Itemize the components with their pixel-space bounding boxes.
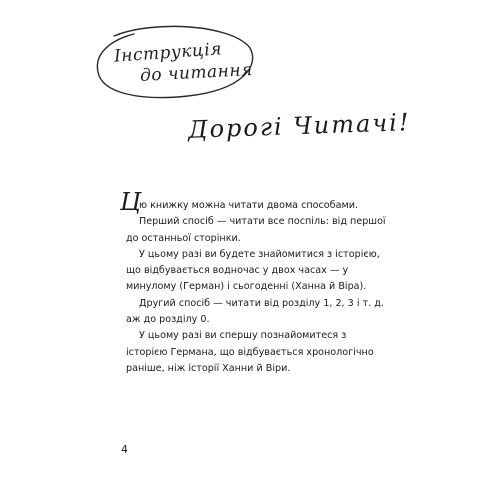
page-number: 4 <box>121 443 128 456</box>
paragraph-5: У цьому разі ви спершу познайомитеся з історією Германа, що відбувається хронологічно раніше, ніж історії Ханни й Віри. <box>126 330 374 374</box>
paragraph-2: Перший спосіб — читати все поспіль: від першої до останньої сторінки. <box>126 216 386 244</box>
paragraph-1-text: ю книжку можна читати двома способами. <box>139 200 358 211</box>
reading-instructions-badge <box>92 22 256 102</box>
badge-title-line-2: до читання <box>139 60 254 86</box>
paragraph-4: Другий спосіб — читати від розділу 1, 2, 3 і т. д. аж до розділу 0. <box>126 297 384 326</box>
greeting-heading: Дорогі Читачі! <box>187 108 411 144</box>
body-text <box>120 188 390 377</box>
drop-cap: Ц <box>120 188 141 216</box>
badge-title-line-1: Інструкція <box>113 39 223 67</box>
paragraph-1 <box>120 188 390 216</box>
paragraph-3: У цьому разі ви будете знайомитися з історією, що відбувається водночас у двох часах — у минулому (Герман) і сьогоденні (Ханна й Віра). <box>126 248 380 293</box>
